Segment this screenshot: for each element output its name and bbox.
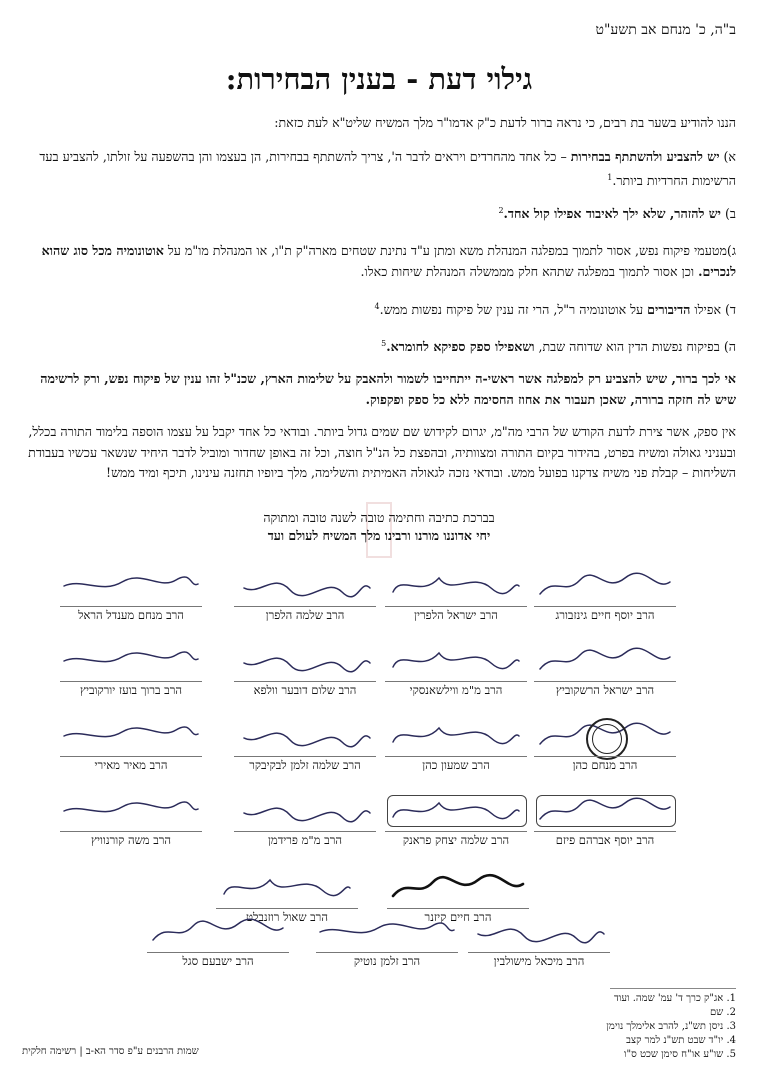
- signature-block: [230, 791, 380, 845]
- paragraph-h-bold: ושאפילו ספק ספיקא לחומרא.: [386, 339, 535, 355]
- signature-block: [312, 912, 462, 966]
- paragraph-d-bold: הדיבורים: [647, 302, 691, 318]
- signature-block: [143, 912, 293, 966]
- document-title: גילוי דעת - בענין הבחירות:: [225, 62, 533, 96]
- signatory-name: הרב ברוך בועז יורקוביץ: [79, 683, 182, 697]
- signatory-name: הרב יוסף חיים גינזבורג: [555, 608, 655, 622]
- signatories-credit: שמות הרבנים ע"פ סדר הא-ב | רשימה חלקית: [22, 1046, 199, 1057]
- paragraph-d-marker: ד): [725, 302, 736, 318]
- signature-block: [530, 716, 680, 770]
- final-paragraph: אין ספק, אשר צירת לדעת הקודש של הרבי מה"מ, יגרום לקידוש שם שמים גדול ביותר. ובודאי כל אחד יקבל על עצמו הוספה בלימוד התורה בכלל, ובעניני גאולה ומשיח בפרט, בהידור בקיום התורה ומצוותיה, ובהפצת כל הנ"ל חוצה, וכל זה באופן שחדור ומוביל לדבר היחיד שנשאר עכשיו בעבודת השליחות – קבלת פני משיח צדקנו בפועל ממש. ובודאי נזכה לגאולה האמיתית והשלימה, מלך ביופיו תחזנה עינינו, תיכף ומיד ממש!: [28, 424, 736, 480]
- signature-block: [56, 566, 206, 620]
- signatory-name: הרב מנחם כהן: [572, 758, 638, 772]
- rectangular-stamp: [536, 795, 676, 827]
- signatory-name: הרב משה קורנוויץ: [90, 833, 172, 847]
- paragraph-b-marker: ב): [725, 206, 736, 222]
- signature-line: [387, 908, 529, 909]
- footnote: 1. אג"ק כרך ד' עמ' שמה. ועוד: [613, 993, 736, 1004]
- handwritten-signature: [143, 912, 293, 952]
- signature-line: [468, 952, 610, 953]
- signature-block: [381, 716, 531, 770]
- paragraph-d-text2: על אוטונומיה ר"ל, הרי זה ענין של פיקוח נפשות ממש.: [379, 302, 648, 318]
- paragraph-a-bold: יש להצביע ולהשתתף בבחירות: [570, 149, 720, 164]
- signatory-name: הרב שמעון כהן: [422, 758, 490, 772]
- closing-line-1: בברכת כתיבה וחתימה טובה לשנה טובה ומתוקה: [263, 510, 495, 525]
- signatory-name: הרב זלמן נוטיק: [353, 954, 421, 968]
- handwritten-signature: [530, 566, 680, 606]
- paragraph-h-marker: ה): [723, 339, 736, 355]
- paragraph-b: [18, 200, 736, 224]
- handwritten-signature: [56, 641, 206, 681]
- footnote: 3. ניסן תש"נ, להרב אלימלך נוימן: [606, 1021, 736, 1032]
- paragraph-a-text: – כל אחד מהחרדים ויראים לדבר ה', צריך להשתתף בבחירות, הן בעצמו והן בהשפעה על זולתו, להצביע בעד הרשימות החרדיות ביותר.: [39, 149, 736, 189]
- signatory-name: הרב יוסף אברהם פיזם: [555, 833, 655, 847]
- footnote: 4. יו"ד שבט תש"נ למר קצב: [626, 1035, 736, 1046]
- footnote-ref: 1: [607, 173, 613, 182]
- paragraph-b-bold: יש להזהר, שלא ילך לאיבוד אפילו קול אחד.: [503, 206, 721, 222]
- closing-blessing: [0, 509, 758, 545]
- signature-line: [60, 756, 202, 757]
- signatory-name: הרב ישראל הרשקוביץ: [555, 683, 655, 697]
- signatory-name: הרב מיכאל מישולבין: [493, 954, 585, 968]
- paragraph-a: [18, 146, 736, 191]
- signature-line: [234, 681, 376, 682]
- signature-line: [534, 681, 676, 682]
- footnote-ref: 2: [498, 206, 504, 215]
- signature-line: [534, 831, 676, 832]
- handwritten-signature: [530, 641, 680, 681]
- document-date: ב"ה, כ' מנחם אב תשע"ט: [595, 22, 736, 38]
- handwritten-signature: [212, 868, 362, 908]
- paragraph-d: [18, 296, 736, 320]
- signature-block: [464, 912, 614, 966]
- signatory-name: הרב מ"מ ווילשאנסקי: [409, 683, 503, 697]
- paragraph-g-text2: וכן אסור לתמוך במפלגה שתהא חלק מממשלה המנהלת שיחות כאלו.: [360, 264, 699, 279]
- signature-block: [381, 641, 531, 695]
- signatory-name: הרב שלום דובער וולפא: [253, 683, 357, 697]
- signature-line: [60, 606, 202, 607]
- signatory-name: הרב חיים קיזנר: [424, 910, 492, 924]
- handwritten-signature: [312, 912, 462, 952]
- signatory-name: הרב מ"מ פרידמן: [267, 833, 342, 847]
- signature-block: [381, 566, 531, 620]
- rectangular-stamp: [387, 795, 527, 827]
- signatory-name: הרב שאול רוזנבלט: [246, 910, 328, 924]
- signature-line: [385, 756, 527, 757]
- signature-line: [534, 606, 676, 607]
- signature-line: [385, 681, 527, 682]
- signature-block: [56, 641, 206, 695]
- paragraph-d-text1: אפילו: [690, 302, 721, 318]
- signature-line: [234, 756, 376, 757]
- handwritten-signature: [230, 791, 380, 831]
- signature-line: [60, 681, 202, 682]
- signature-block: [530, 791, 680, 845]
- signature-block: [230, 566, 380, 620]
- handwritten-signature: [381, 641, 531, 681]
- signatory-name: הרב ישבעם סגל: [182, 954, 254, 968]
- handwritten-signature: [464, 912, 614, 952]
- signature-block: [530, 641, 680, 695]
- closing-line-2: יחי אדוננו מורנו ורבינו מלך המשיח לעולם ועד: [267, 528, 491, 543]
- handwritten-signature: [56, 791, 206, 831]
- paragraph-h: [18, 333, 736, 357]
- signature-line: [316, 952, 458, 953]
- paragraph-a-marker: א): [723, 149, 736, 164]
- handwritten-signature: [230, 641, 380, 681]
- paragraph-g-bold: אוטונומיה מכל סוג שהוא לנכרים.: [41, 243, 736, 279]
- handwritten-signature: [230, 716, 380, 756]
- footnote-ref: 4: [374, 302, 380, 311]
- signatory-name: הרב מאיר מאירי: [94, 758, 168, 772]
- paragraph-g: [18, 240, 736, 282]
- footnote-divider: [610, 988, 736, 989]
- paragraph-h-text1: בפיקוח נפשות הדין הוא שדוחה שבת,: [534, 339, 720, 355]
- signature-line: [385, 606, 527, 607]
- signatory-name: הרב שלמה הלפרן: [265, 608, 345, 622]
- signature-line: [60, 831, 202, 832]
- signatory-name: הרב מנחם מענדל הראל: [78, 608, 184, 622]
- signature-line: [234, 606, 376, 607]
- paragraph-g-text1: ג)מטעמי פיקוח נפש, אסור לתמוך במפלגה המנהלת משא ומתן ע"ד נתינת שטחים מארה"ק ת"ו, או המנהלת מו"מ על: [167, 243, 736, 258]
- signature-line: [534, 756, 676, 757]
- signature-block: [230, 641, 380, 695]
- signature-block: [230, 716, 380, 770]
- handwritten-signature: [381, 566, 531, 606]
- round-seal-stamp: [586, 718, 628, 760]
- signature-line: [147, 952, 289, 953]
- signature-line: [385, 831, 527, 832]
- handwritten-signature: [56, 716, 206, 756]
- signatory-name: הרב שלמה יצחק פראנק: [402, 833, 510, 847]
- signature-block: [381, 791, 531, 845]
- signature-block: [530, 566, 680, 620]
- intro-paragraph: הננו להודיע בשער בת רבים, כי נראה ברור לדעת כ"ק אדמו"ר מלך המשיח שליט"א לעת כזאת:: [274, 115, 736, 130]
- footnote: 2. שם: [709, 1007, 736, 1018]
- signatory-name: הרב ישראל הלפרין: [414, 608, 498, 622]
- footnote-ref: 5: [381, 339, 387, 348]
- signature-line: [234, 831, 376, 832]
- handwritten-signature: [56, 566, 206, 606]
- signature-block: [56, 716, 206, 770]
- handwritten-signature: [230, 566, 380, 606]
- signature-line: [216, 908, 358, 909]
- signatory-name: הרב שלמה זלמן לבקיבקר: [249, 758, 361, 772]
- handwritten-signature: [381, 716, 531, 756]
- signature-block: [56, 791, 206, 845]
- handwritten-signature: [383, 868, 533, 908]
- conclusion-paragraph: אי לכך ברור, שיש להצביע רק למפלגה אשר ראשי-ה ייתחייבו לשמור ולהאבק על שלימות הארץ, שכנ"ל זהו ענין של פיקוח נפש, ורק לרשימה שיש לה חזקה ברורה, שאכן תעבור את אחוז החסימה ללא כל ספק ופקפוק.: [40, 371, 736, 407]
- footnote: 5. שו"ע או"ח סימן שכט ס"ו: [623, 1049, 736, 1060]
